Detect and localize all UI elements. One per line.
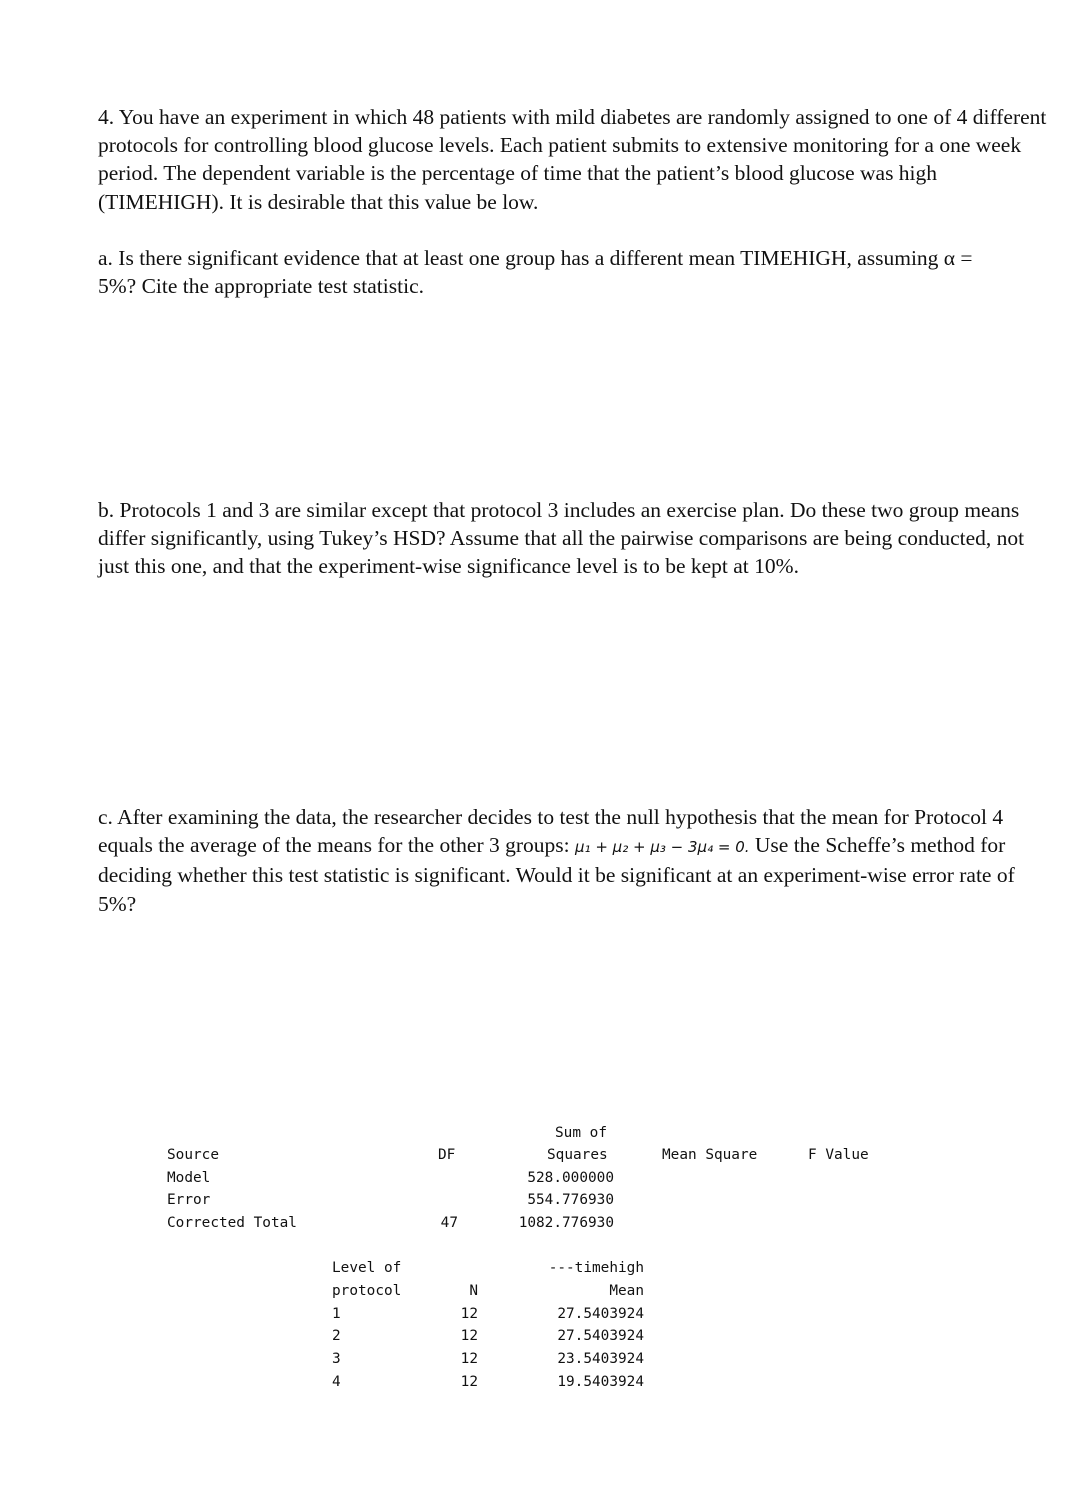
anova-header-f: F Value xyxy=(808,1147,869,1163)
anova-header-ss-line2: Squares xyxy=(547,1147,608,1163)
means-row-level: 3 xyxy=(332,1351,341,1367)
means-header-n: N xyxy=(469,1283,478,1299)
part-c-text-1: c. After examining the data, the researcher decides to test the null hypothesis that the mean for Protocol 4 equals the average of the means for the other 3 groups: xyxy=(98,805,1004,858)
anova-row-ss: 528.000000 xyxy=(527,1170,614,1186)
means-row-mean: 27.5403924 xyxy=(557,1328,644,1344)
anova-row-ss: 1082.776930 xyxy=(518,1215,614,1231)
means-header-level-line1: Level of xyxy=(332,1260,402,1276)
means-header-var-line1: ---timehigh xyxy=(548,1260,644,1276)
means-row-level: 4 xyxy=(332,1374,341,1390)
contrast-formula: μ₁ + μ₂ + μ₃ − 3μ₄ = 0. xyxy=(575,838,750,857)
question-part-c xyxy=(98,803,1028,918)
part-c-text-2: Use the Scheffe’s method for deciding whether this test statistic is significant. Would it be significant at an experiment-wise error rate of 5%? xyxy=(98,833,1015,916)
anova-row-df: 47 xyxy=(440,1215,458,1231)
anova-row-source: Error xyxy=(167,1192,211,1208)
anova-header-ms: Mean Square xyxy=(662,1147,758,1163)
anova-row-source: Corrected Total xyxy=(167,1215,297,1231)
means-row-n: 12 xyxy=(460,1351,478,1367)
anova-header-ss-line1: Sum of xyxy=(555,1125,607,1141)
question-part-a: a. Is there significant evidence that at least one group has a different mean TIMEHIGH, assuming α = 5%? Cite the appropriate test statistic. xyxy=(98,246,973,299)
means-row-n: 12 xyxy=(460,1328,478,1344)
means-row-mean: 19.5403924 xyxy=(557,1374,644,1390)
anova-row-ss: 554.776930 xyxy=(527,1192,614,1208)
question-part-b: b. Protocols 1 and 3 are similar except that protocol 3 includes an exercise plan. Do these two group means differ significantly, using Tukey’s HSD? Assume that all the pairwise comparisons are being conducted, not just this one, and that the experiment-wise significance level is to be kept at 10%. xyxy=(98,498,1025,579)
means-row-mean: 27.5403924 xyxy=(557,1306,644,1322)
means-header-var-line2: Mean xyxy=(609,1283,644,1299)
anova-header-source: Source xyxy=(167,1147,219,1163)
anova-header-df: DF xyxy=(438,1147,456,1163)
means-row-n: 12 xyxy=(460,1306,478,1322)
means-row-mean: 23.5403924 xyxy=(557,1351,644,1367)
anova-row-source: Model xyxy=(167,1170,211,1186)
means-row-n: 12 xyxy=(460,1374,478,1390)
means-row-level: 2 xyxy=(332,1328,341,1344)
question-intro: 4. You have an experiment in which 48 patients with mild diabetes are randomly assigned to one of 4 different protocols for controlling blood glucose levels. Each patient submits to extensive monitoring for a one week period. The dependent variable is the percentage of time that the patient’s blood glucose was high (TIMEHIGH). It is desirable that this value be low. xyxy=(98,105,1047,214)
means-header-level-line2: protocol xyxy=(332,1283,402,1299)
means-row-level: 1 xyxy=(332,1306,341,1322)
